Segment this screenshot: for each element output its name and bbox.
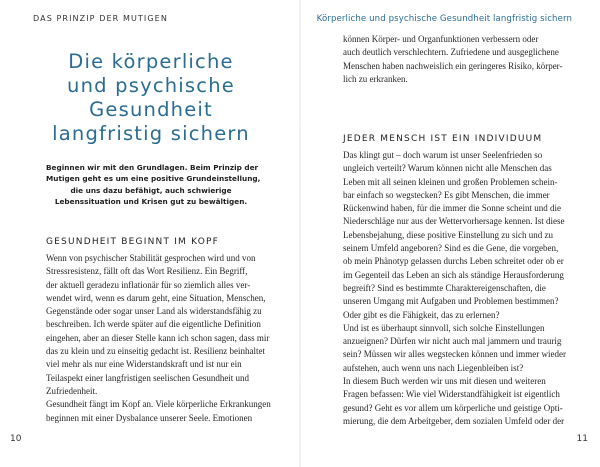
chapter-title-line: Gesundheit <box>89 98 213 121</box>
page-number-right: 11 <box>576 434 588 444</box>
body-line: Stressresistenz, fällt oft das Wort Resilienz. Ein Begriff, <box>46 266 248 277</box>
body-line: im Gegenteil das Leben an sich als ständige Herausforderung <box>343 269 564 280</box>
body-line: anzueignen? Dürfen wir nicht auch mal jammern und traurig <box>343 336 562 347</box>
body-line: können Körper- und Organfunktionen verbessern oder <box>343 34 539 44</box>
body-line: das zu klein und zu einseitig gedacht ist. Resilienz beinhaltet <box>46 346 265 357</box>
body-text-left <box>46 252 271 425</box>
body-line: Oder gibt es die Fähigkeit, das zu erlernen? <box>343 309 500 320</box>
body-line: Rückenwind haben, für die immer die Sonne scheint und die <box>343 203 561 214</box>
body-line: Menschen haben nachweislich ein geringeres Risiko, körper- <box>343 60 563 71</box>
body-line: Lebensbejahung, diese positive Einstellung zu sich und zu <box>343 229 553 240</box>
body-line: unseren Umgang mit Aufgaben und Problemen bestimmen? <box>343 296 559 307</box>
body-line: lich zu erkranken. <box>343 73 408 84</box>
chapter-title <box>42 50 260 146</box>
body-line: begreift? Sind es bestimmte Charaktereigenschaften, die <box>343 282 546 293</box>
body-line: Niederschläge nur aus der Wettervorhersage kennen. Ist diese <box>343 216 565 227</box>
body-line: ungleich verteilt? Warum können nicht alle Menschen das <box>343 163 552 174</box>
body-line: seinem Umfeld angeboren? Sind es die Gene, die vorgeben, <box>343 243 559 254</box>
body-line: sein? Müssen wir alles wegstecken können und immer wieder <box>343 349 566 360</box>
body-line: Teilaspekt einer langfristigen seelischen Gesundheit und <box>46 372 250 383</box>
body-line: viel mehr als nur eine Widerstandskraft und ist nur ein <box>46 359 242 370</box>
body-line: beschreiben. Ich werde später auf die eigentliche Definition <box>46 319 261 330</box>
body-line: In diesem Buch werden wir uns mit diesen und weiteren <box>343 376 546 387</box>
body-line: Gesundheit fängt im Kopf an. Viele körperliche Erkrankungen <box>46 399 271 410</box>
body-line: beginnen mit einer Dysbalance unserer Seele. Emotionen <box>46 412 253 423</box>
body-line: bar einfach so wegstecken? Es gibt Menschen, die immer <box>343 189 550 200</box>
intro-line: Beginnen wir mit den Grundlagen. Beim Prinzip der <box>46 163 259 172</box>
body-line: gesund? Geht es vor allem um körperliche und geistige Opti- <box>343 402 563 413</box>
body-text-right-top <box>343 33 563 86</box>
body-line: Zufriedenheit. <box>46 385 98 396</box>
chapter-title-line: Die körperliche <box>68 50 234 73</box>
intro-line: die uns dazu befähigt, auch schwierige <box>70 185 232 195</box>
chapter-title-line: und psychische <box>67 74 235 97</box>
intro-line: Mutigen geht es um eine positive Grundeinstellung, <box>46 174 261 184</box>
body-line: Und ist es überhaupt sinnvoll, sich solche Einstellungen <box>343 322 545 333</box>
body-line: Das klingt gut – doch warum ist unser Seelenfrieden so <box>343 150 543 160</box>
chapter-title-line: langfristig sichern <box>52 122 250 145</box>
page-number-left: 10 <box>10 434 22 444</box>
body-line: Gegenstände oder sogar unser Land als widerstandsfähig zu <box>46 306 262 317</box>
body-line: ob mein Phänotyp gelassen durchs Leben schreitet oder ob er <box>343 256 564 267</box>
section-heading-right: JEDER MENSCH IST EIN INDIVIDUUM <box>343 134 543 144</box>
body-line: eingehen, aber an dieser Stelle kann ich schon sagen, dass mir <box>46 332 270 343</box>
running-head-left: DAS PRINZIP DER MUTIGEN <box>33 14 168 23</box>
body-line: Fragen befassen: Wie viel Widerstandfähigkeit ist eigentlich <box>343 389 560 400</box>
body-line: auch deutlich verschlechtern. Zufriedene und ausgeglichene <box>343 47 559 58</box>
body-line: Wenn von psychischer Stabilität gesprochen wird und von <box>46 253 256 263</box>
body-line: der aktuell geradezu inflationär für so ziemlich alles ver- <box>46 279 251 290</box>
body-line: Leben mit all seinen kleinen und großen Problemen schein- <box>343 176 558 187</box>
intro-line: Lebenssituation und Krisen gut zu bewältigen. <box>54 196 248 206</box>
right-page <box>300 0 600 467</box>
section-heading-left: GESUNDHEIT BEGINNT IM KOPF <box>46 237 219 247</box>
chapter-intro <box>46 162 261 207</box>
body-line: mierung, die dem Arbeitgeber, dem sozialen Umfeld oder der <box>343 415 565 426</box>
running-head-right: Körperliche und psychische Gesundheit langfristig sichern <box>316 14 572 24</box>
body-line: aufstehen, auch wenn uns nach Liegenbleiben ist? <box>343 362 524 373</box>
body-text-right <box>343 149 566 428</box>
body-line: wendet wird, wenn es darum geht, eine Situation, Menschen, <box>46 292 266 303</box>
